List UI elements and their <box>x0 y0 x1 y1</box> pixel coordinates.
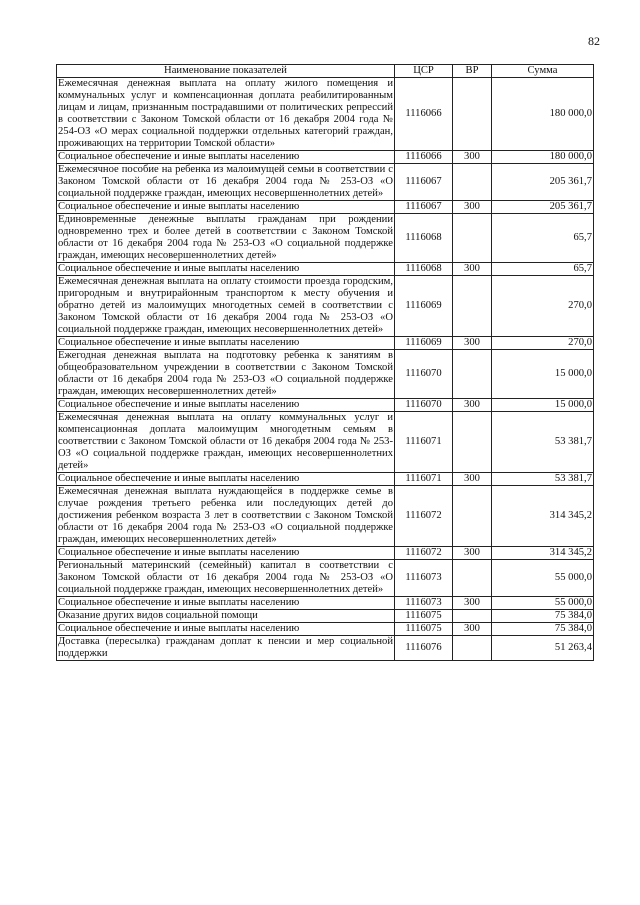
table-row <box>57 610 594 623</box>
row-name: Социальное обеспечение и иные выплаты населению <box>57 337 395 350</box>
row-name: Ежемесячная денежная выплата на оплату коммунальных услуг и компенсационная доплата малоимущим многодетным семьям в соответствии с Законом Томской области от 16 декабря 2004 года № 253-ОЗ «О социальной поддержке граждан, имеющих несовершеннолетних детей» <box>58 412 393 471</box>
row-vr <box>453 486 492 547</box>
row-csr: 1116070 <box>395 399 453 412</box>
row-csr: 1116076 <box>395 636 453 661</box>
row-vr <box>453 412 492 473</box>
row-sum: 65,7 <box>492 214 594 263</box>
row-csr: 1116075 <box>395 623 453 636</box>
row-sum: 15 000,0 <box>492 399 594 412</box>
table-header-row <box>57 65 594 78</box>
row-sum: 314 345,2 <box>492 486 594 547</box>
row-sum: 180 000,0 <box>492 151 594 164</box>
row-vr <box>453 636 492 661</box>
row-csr: 1116068 <box>395 214 453 263</box>
row-name: Социальное обеспечение и иные выплаты населению <box>57 263 395 276</box>
row-name: Единовременные денежные выплаты гражданам при рождении одновременно трех и более детей в соответствии с Законом Томской области от 16 декабря 2004 года № 253-ОЗ «О социальной поддержке граждан, имеющих несовершеннолетних детей» <box>58 214 393 261</box>
row-vr: 300 <box>453 201 492 214</box>
row-vr: 300 <box>453 337 492 350</box>
row-csr: 1116072 <box>395 547 453 560</box>
row-csr: 1116073 <box>395 597 453 610</box>
table-row <box>57 350 594 399</box>
row-csr: 1116066 <box>395 151 453 164</box>
header-vr: ВР <box>453 65 492 78</box>
table-row <box>57 151 594 164</box>
row-sum: 270,0 <box>492 276 594 337</box>
row-vr <box>453 350 492 399</box>
row-sum: 51 263,4 <box>492 636 594 661</box>
row-csr: 1116075 <box>395 610 453 623</box>
row-sum: 75 384,0 <box>492 623 594 636</box>
row-csr: 1116067 <box>395 201 453 214</box>
row-name: Ежемесячная денежная выплата на оплату жилого помещения и коммунальных услуг и компенсационная доплата реабилитированным лицам и лицам, признанным пострадавшими от политических репрессий в соответствии с Законом Томской области от 16 декабря 2004 года № 254-ОЗ «О мерах социальной поддержки отдельных категорий граждан, проживающих на территории Томской области» <box>58 78 393 149</box>
table-row <box>57 623 594 636</box>
row-vr: 300 <box>453 547 492 560</box>
page-number: 82 <box>588 34 600 48</box>
header-name: Наименование показателей <box>57 65 395 78</box>
row-name: Социальное обеспечение и иные выплаты населению <box>57 473 395 486</box>
row-vr: 300 <box>453 263 492 276</box>
row-sum: 55 000,0 <box>492 560 594 597</box>
row-sum: 180 000,0 <box>492 78 594 151</box>
table-row <box>57 597 594 610</box>
row-vr <box>453 164 492 201</box>
table-row <box>57 636 594 661</box>
row-csr: 1116066 <box>395 78 453 151</box>
table-row <box>57 201 594 214</box>
row-sum: 65,7 <box>492 263 594 276</box>
table-row <box>57 164 594 201</box>
row-name: Ежегодная денежная выплата на подготовку ребенка к занятиям в общеобразовательном учреждении в соответствии с Законом Томской области от 16 декабря 2004 года № 253-ОЗ «О социальной поддержке граждан, имеющих несовершеннолетних детей» <box>58 350 393 397</box>
table-row <box>57 547 594 560</box>
table-row <box>57 276 594 337</box>
row-name: Социальное обеспечение и иные выплаты населению <box>57 201 395 214</box>
row-vr: 300 <box>453 597 492 610</box>
row-name: Оказание других видов социальной помощи <box>57 610 395 623</box>
row-name: Ежемесячная денежная выплата нуждающейся в поддержке семье в случае рождения третьего ребенка или последующих детей до достижения ребенком возраста 3 лет в соответствии с Законом Томской области от 16 декабря 2004 года № 253-ОЗ «О социальной поддержке граждан, имеющих несовершеннолетних детей» <box>58 486 393 545</box>
header-sum: Сумма <box>492 65 594 78</box>
row-name: Социальное обеспечение и иные выплаты населению <box>57 151 395 164</box>
row-name: Ежемесячное пособие на ребенка из малоимущей семьи в соответствии с Законом Томской области от 16 декабря 2004 года № 253-ОЗ «О социальной поддержке граждан, имеющих несовершеннолетних детей» <box>58 164 393 199</box>
row-csr: 1116071 <box>395 412 453 473</box>
row-sum: 55 000,0 <box>492 597 594 610</box>
row-sum: 205 361,7 <box>492 164 594 201</box>
row-csr: 1116073 <box>395 560 453 597</box>
row-csr: 1116072 <box>395 486 453 547</box>
row-sum: 205 361,7 <box>492 201 594 214</box>
row-vr: 300 <box>453 151 492 164</box>
row-name: Ежемесячная денежная выплата на оплату стоимости проезда городским, пригородным и внутрирайонным транспортом к месту обучения и обратно детей из малоимущих многодетных семей в соответствии с Законом Томской области от 16 декабря 2004 года № 253-ОЗ «О социальной поддержке граждан, имеющих несовершеннолетних детей» <box>58 276 393 335</box>
row-name: Социальное обеспечение и иные выплаты населению <box>57 623 395 636</box>
table-row <box>57 263 594 276</box>
budget-table <box>56 64 594 661</box>
row-name: Социальное обеспечение и иные выплаты населению <box>57 547 395 560</box>
row-sum: 75 384,0 <box>492 610 594 623</box>
row-sum: 53 381,7 <box>492 473 594 486</box>
table-row <box>57 214 594 263</box>
row-vr: 300 <box>453 623 492 636</box>
row-sum: 53 381,7 <box>492 412 594 473</box>
table-row <box>57 560 594 597</box>
row-vr <box>453 560 492 597</box>
row-vr <box>453 610 492 623</box>
row-sum: 314 345,2 <box>492 547 594 560</box>
row-vr <box>453 276 492 337</box>
row-name: Социальное обеспечение и иные выплаты населению <box>57 597 395 610</box>
row-csr: 1116067 <box>395 164 453 201</box>
row-vr: 300 <box>453 399 492 412</box>
row-csr: 1116071 <box>395 473 453 486</box>
row-vr: 300 <box>453 473 492 486</box>
header-csr: ЦСР <box>395 65 453 78</box>
table-row <box>57 399 594 412</box>
row-csr: 1116069 <box>395 276 453 337</box>
row-sum: 270,0 <box>492 337 594 350</box>
row-vr <box>453 78 492 151</box>
row-csr: 1116070 <box>395 350 453 399</box>
row-sum: 15 000,0 <box>492 350 594 399</box>
row-csr: 1116068 <box>395 263 453 276</box>
table-row <box>57 337 594 350</box>
table-row <box>57 412 594 473</box>
table-row <box>57 473 594 486</box>
row-name: Доставка (пересылка) гражданам доплат к пенсии и мер социальной поддержки <box>58 636 393 659</box>
row-vr <box>453 214 492 263</box>
table-row <box>57 486 594 547</box>
row-csr: 1116069 <box>395 337 453 350</box>
row-name: Социальное обеспечение и иные выплаты населению <box>57 399 395 412</box>
row-name: Региональный материнский (семейный) капитал в соответствии с Законом Томской области от 16 декабря 2004 года № 253-ОЗ «О социальной поддержке граждан, имеющих несовершеннолетних детей» <box>58 560 393 595</box>
table-row <box>57 78 594 151</box>
